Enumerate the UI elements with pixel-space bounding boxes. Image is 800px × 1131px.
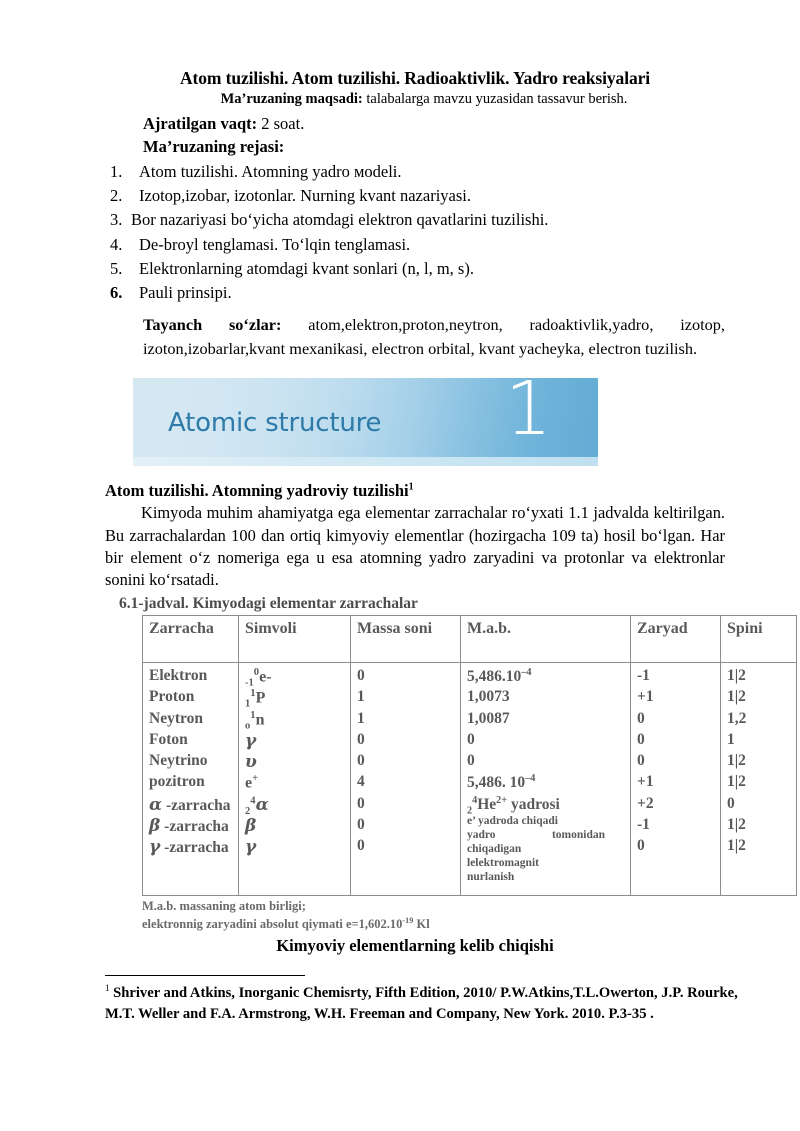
list-item-number: 1. bbox=[110, 161, 123, 181]
charge-value: +1 bbox=[637, 773, 654, 791]
list-item bbox=[105, 257, 725, 281]
footnote-marker: 1 bbox=[105, 983, 110, 993]
mass-number: 1 bbox=[357, 709, 365, 727]
footnote-block bbox=[105, 975, 750, 1024]
cell-charges bbox=[631, 662, 721, 895]
spin-value: 1|2 bbox=[727, 773, 746, 791]
spin-value: 1|2 bbox=[727, 666, 746, 684]
center-heading: Kimyoviy elementlarning kelib chiqishi bbox=[276, 935, 554, 955]
section-heading-text: Atom tuzilishi. Atomning yadroviy tuzilishi bbox=[105, 480, 409, 500]
table-header bbox=[143, 615, 797, 662]
page-title: Atom tuzilishi. Atom tuzilishi. Radioaktivlik. Yadro reaksiyalari bbox=[179, 68, 651, 88]
list-item-label: Pauli prinsipi. bbox=[139, 283, 232, 303]
plan-list bbox=[105, 160, 725, 306]
banner-chapter-number: 1 bbox=[504, 377, 552, 452]
list-item-number: 4. bbox=[110, 234, 123, 254]
particle-name: Proton bbox=[149, 688, 195, 706]
keywords-text: atom,elektron,proton,neytron, radoaktivlik,yadro, izotop, izoton,izobarlar,kvant mexanikasi, electron orbital, kvant yacheyka, electron tuzilish. bbox=[143, 315, 725, 358]
symbol-neutron: $_o^1$n bbox=[245, 709, 265, 732]
table-note bbox=[142, 898, 725, 933]
purpose-text: talabalarga mavzu yuzasidan tassavur berish. bbox=[366, 90, 628, 107]
keywords-label: Tayanch so‘zlar: bbox=[143, 315, 282, 335]
column-header-spini: Spini bbox=[721, 615, 797, 662]
purpose-line bbox=[105, 91, 725, 108]
list-item bbox=[105, 160, 725, 184]
list-item bbox=[105, 208, 725, 232]
charge-value: 0 bbox=[637, 730, 645, 748]
table-row bbox=[143, 662, 797, 895]
list-item-label: De-broyl tenglamasi. To‘lqin tenglamasi. bbox=[139, 234, 411, 254]
mab-value: 1,0073 bbox=[467, 688, 510, 706]
table-note-line-1: M.a.b. massaning atom birligi; bbox=[142, 899, 306, 914]
symbol-beta: β bbox=[245, 816, 257, 837]
mass-number: 0 bbox=[357, 816, 365, 834]
banner-title: Atomic structure bbox=[168, 407, 382, 438]
particle-name: Elektron bbox=[149, 666, 208, 684]
atomic-structure-banner-image bbox=[133, 378, 598, 466]
cell-particles bbox=[143, 662, 239, 895]
purpose-label: Ma’ruzaning maqsadi: bbox=[220, 90, 363, 107]
charge-value: 0 bbox=[637, 837, 645, 855]
time-line bbox=[105, 112, 725, 135]
particle-name-alpha: α -zarracha bbox=[149, 794, 231, 815]
time-value: 2 soat. bbox=[261, 114, 305, 134]
mass-number: 0 bbox=[357, 730, 365, 748]
mass-number: 1 bbox=[357, 688, 365, 706]
mab-note-gamma-1: yadro tomonidan bbox=[467, 829, 605, 842]
spin-value: 1,2 bbox=[727, 709, 747, 727]
section-paragraph: Kimyoda muhim ahamiyatga ega elementar zarrachalar ro‘yxati 1.1 jadvalda keltirilgan. Bu zarrachalardan 100 dan ortiq kimyoviy elementlar (hozirgacha 109 ta) hosil bo‘lgan. Har bir element o‘z nomeriga ega u esa atomning yadro zaryadini va protonlar va elektronlar sonini ko‘rsatadi. bbox=[105, 503, 725, 590]
table-note-line-2-post: Kl bbox=[413, 917, 430, 932]
mab-value: 1,0087 bbox=[467, 709, 510, 727]
charge-value: -1 bbox=[637, 816, 650, 834]
banner-bottom-fade bbox=[133, 457, 598, 466]
table-body bbox=[143, 662, 797, 895]
charge-value: +2 bbox=[637, 794, 654, 812]
particle-name-beta: β -zarracha bbox=[149, 816, 229, 837]
symbol-positron: e+ bbox=[245, 773, 259, 792]
charge-value: -1 bbox=[637, 666, 650, 684]
mab-note-beta: e’ yadroda chiqadi bbox=[467, 815, 558, 828]
list-item-number: 2. bbox=[110, 186, 123, 206]
list-item-label: Elektronlarning atomdagi kvant sonlari (n, l, m, s). bbox=[139, 258, 474, 278]
list-item-label: Bor nazariyasi bo‘yicha atomdagi elektron qavatlarini tuzilishi. bbox=[131, 210, 549, 230]
symbol-photon: γ bbox=[245, 730, 257, 751]
footnote-content bbox=[105, 982, 750, 1024]
cell-spins bbox=[721, 662, 797, 895]
time-label: Ajratilgan vaqt: bbox=[143, 114, 258, 134]
symbol-neutrino: υ bbox=[245, 752, 257, 773]
mass-number: 4 bbox=[357, 773, 365, 791]
footnote-text: Shriver and Atkins, Inorganic Chemisrty, Fifth Edition, 2010/ P.W.Atkins,T.L.Owerton, J.P. Rourke, M.T. Weller and F.A. Armstrong, W.H. Freeman and Company, New York. 2010. P.3-35 . bbox=[105, 984, 738, 1022]
list-item-number: 6. bbox=[110, 283, 123, 303]
symbol-electron: $_{-1}^0$e- bbox=[245, 666, 272, 689]
list-item-number: 5. bbox=[110, 258, 123, 278]
mab-value-helium: $_2^4He^{2+}$ yadrosi bbox=[467, 794, 560, 816]
document-content bbox=[105, 68, 763, 956]
particles-table-wrapper bbox=[142, 615, 763, 896]
charge-value: 0 bbox=[637, 709, 645, 727]
table-header-row bbox=[143, 615, 797, 662]
list-item bbox=[105, 233, 725, 257]
mab-note-gamma-2: chiqadigan bbox=[467, 843, 522, 856]
column-header-zarracha: Zarracha bbox=[143, 615, 239, 662]
section-heading bbox=[105, 480, 725, 501]
spin-value: 1 bbox=[727, 730, 735, 748]
particle-name: Neytrino bbox=[149, 752, 208, 770]
footnote-separator bbox=[105, 975, 305, 976]
keywords-paragraph bbox=[105, 313, 725, 360]
symbol-alpha: $_2^4$α bbox=[245, 794, 269, 817]
particle-name: pozitron bbox=[149, 773, 205, 791]
spin-value: 0 bbox=[727, 794, 735, 812]
mass-number: 0 bbox=[357, 666, 365, 684]
table-note-line-2 bbox=[142, 915, 725, 933]
mab-value: 0 bbox=[467, 752, 475, 770]
spin-value: 1|2 bbox=[727, 688, 746, 706]
spin-value: 1|2 bbox=[727, 816, 746, 834]
list-item bbox=[105, 184, 725, 208]
table-note-exponent: -19 bbox=[402, 915, 414, 925]
table-note-line-2-pre: elektronnig zaryadini absolut qiymati e=1,602.10 bbox=[142, 917, 403, 932]
column-header-zaryad: Zaryad bbox=[631, 615, 721, 662]
spin-value: 1|2 bbox=[727, 837, 746, 855]
particle-name-gamma: γ -zarracha bbox=[149, 837, 229, 858]
charge-value: +1 bbox=[637, 688, 654, 706]
charge-value: 0 bbox=[637, 752, 645, 770]
mab-value: 5,486. $10^{-4}$ bbox=[467, 773, 536, 792]
mass-number: 0 bbox=[357, 837, 365, 855]
spin-value: 1|2 bbox=[727, 752, 746, 770]
cell-mab-values bbox=[461, 662, 631, 895]
column-header-simvoli: Simvoli bbox=[239, 615, 351, 662]
list-item-number: 3. bbox=[110, 210, 123, 230]
column-header-massa-soni: Massa soni bbox=[351, 615, 461, 662]
column-header-mab: M.a.b. bbox=[461, 615, 631, 662]
particle-name: Foton bbox=[149, 730, 188, 748]
symbol-gamma: γ bbox=[245, 837, 257, 858]
mab-note-gamma-3: lelektromagnit bbox=[467, 857, 539, 870]
list-item-label: Izotop,izobar, izotonlar. Nurning kvant nazariyasi. bbox=[139, 186, 471, 206]
cell-symbols bbox=[239, 662, 351, 895]
mab-note-gamma-4: nurlanish bbox=[467, 871, 515, 884]
symbol-proton: $_1^1$P bbox=[245, 688, 266, 710]
cell-mass-numbers bbox=[351, 662, 461, 895]
mass-number: 0 bbox=[357, 794, 365, 812]
plan-label: Ma’ruzaning rejasi: bbox=[143, 137, 285, 157]
elementary-particles-table bbox=[142, 615, 797, 896]
mab-value: 0 bbox=[467, 730, 475, 748]
list-item bbox=[105, 281, 725, 305]
plan-line bbox=[105, 135, 725, 158]
list-item-label: Atom tuzilishi. Atomning yadro мodeli. bbox=[139, 161, 402, 181]
section-heading-footnote-marker: 1 bbox=[408, 481, 414, 493]
mass-number: 0 bbox=[357, 752, 365, 770]
table-caption: 6.1-jadval. Kimyodagi elementar zarrachalar bbox=[119, 594, 418, 612]
particle-name: Neytron bbox=[149, 709, 203, 727]
mab-value: $5,486.10^{-4}$ bbox=[467, 666, 532, 686]
